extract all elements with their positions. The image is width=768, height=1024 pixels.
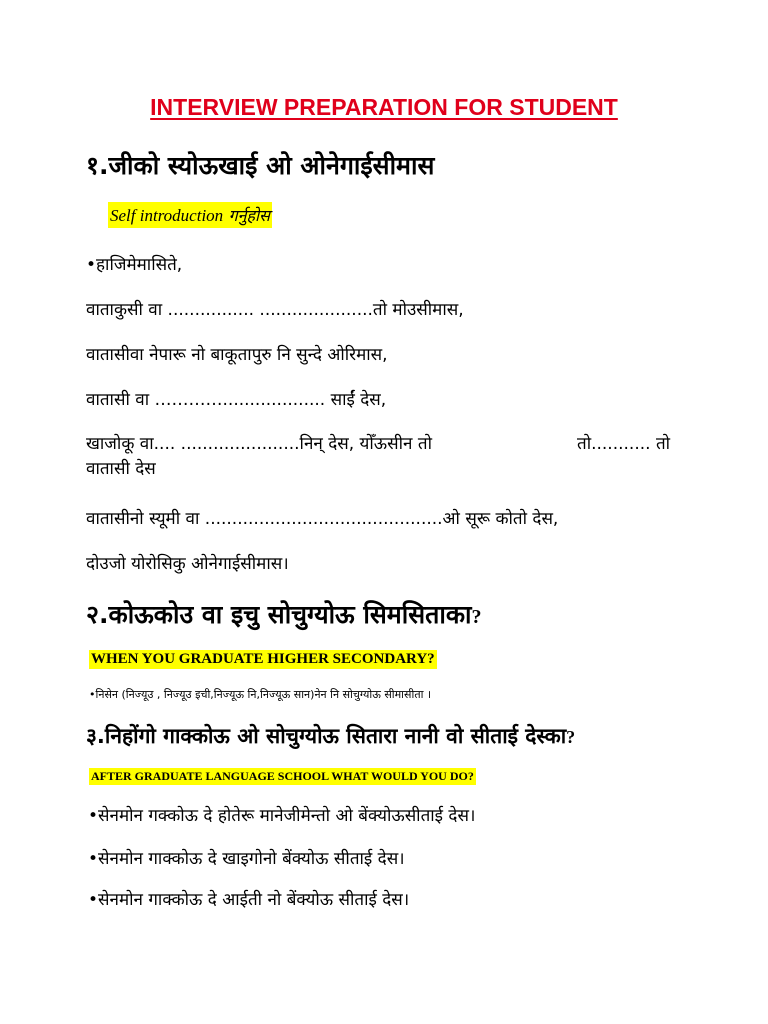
intro-line-5-continued: तो........... तो [577, 434, 671, 454]
intro-line-4: वातासी वा …………................... साईं देस, [86, 390, 387, 410]
section-1-heading: १.जीको स्योऊखाई ओ ओनेगाईसीमास [86, 151, 435, 180]
section-3-answer-3: •सेनमोन गाक्कोऊ दे आईती नो बेंक्योऊ सीताई देस। [88, 890, 410, 910]
intro-line-1: •हाजिमेमासिते, [86, 255, 183, 275]
intro-line-6: वातासी देस [86, 459, 156, 479]
self-introduction-np-label: गर्नुहोस [228, 206, 270, 225]
intro-line-8: दोउजो योरोसिकु ओनेगाईसीमास। [86, 554, 289, 574]
section-3-heading [86, 722, 575, 750]
section-2-heading-text: २.कोऊकोउ वा इचु सोचुग्योऊ सिमसिताका [86, 600, 472, 629]
section-2-answer: •निसेन (निज्यूउ , निज्यूउ इची,निज्यूऊ नि,निज्यूऊ सान)नेन नि सोचुग्योऊ सीमासीता । [89, 688, 432, 701]
self-introduction-badge [108, 202, 272, 228]
section-3-heading-text: ३.निहोंगो गाक्कोऊ ओ सोचुग्योऊ सितारा नानी वो सीताई देस्का [86, 724, 567, 748]
section-2-english-question: WHEN YOU GRADUATE HIGHER SECONDARY? [91, 651, 435, 667]
section-2-heading [86, 597, 482, 631]
section-3-answer-1: •सेनमोन गक्कोऊ दे होतेरू मानेजीमेन्तो ओ बेंक्योऊसीताई देस। [88, 806, 476, 826]
section-2-question-mark: ? [471, 606, 482, 628]
self-introduction-label: Self introduction [110, 206, 224, 225]
intro-line-7: वातासीनो स्यूमी वा ............................................ओ सूरू कोतो देस, [86, 509, 559, 529]
section-3-answer-2: •सेनमोन गाक्कोऊ दे खाइगोनो बेंक्योऊ सीताई देस। [88, 849, 405, 869]
document-title: INTERVIEW PREPARATION FOR STUDENT [150, 94, 618, 120]
intro-line-2: वाताकुसी वा ................ .....................तो मोउसीमास, [86, 300, 464, 320]
intro-line-3: वातासीवा नेपारू नो बाकूतापुरु नि सुन्दे ओरिमास, [86, 345, 388, 365]
intro-line-5: खाजोकू वा.... ......................निन् देस, योँऊसीन तो [86, 434, 432, 454]
section-3-english-question: AFTER GRADUATE LANGUAGE SCHOOL WHAT WOULD YOU DO? [91, 769, 474, 783]
section-3-question-mark: ? [566, 727, 576, 747]
